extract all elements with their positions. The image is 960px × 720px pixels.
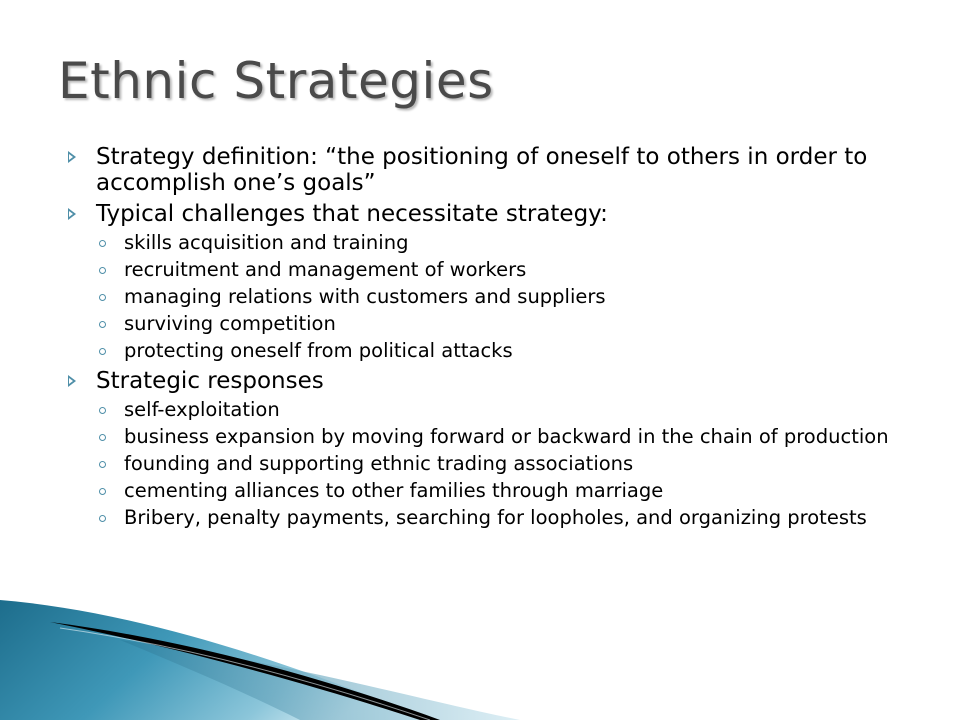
- arrow-bullet-icon: [68, 151, 76, 163]
- arrow-bullet-icon: [68, 375, 76, 387]
- sub-bullet-list: [66, 399, 896, 529]
- bullet-text: Typical challenges that necessitate strategy:: [96, 201, 608, 227]
- sub-bullet: [66, 232, 896, 254]
- sub-bullet: [66, 340, 896, 362]
- bullet-text: Strategy definition: “the positioning of oneself to others in order to accomplish one’s goals”: [96, 144, 868, 196]
- sub-bullet: [66, 507, 896, 529]
- circle-bullet-icon: [99, 407, 106, 414]
- bullet-strategy-definition: [66, 144, 896, 196]
- arrow-bullet-icon: [68, 208, 76, 220]
- circle-bullet-icon: [99, 321, 106, 328]
- sub-bullet-text: protecting oneself from political attacks: [124, 339, 513, 362]
- sub-bullet: [66, 480, 896, 502]
- sub-bullet: [66, 313, 896, 335]
- circle-bullet-icon: [99, 434, 106, 441]
- sub-bullet-text: business expansion by moving forward or backward in the chain of production: [124, 425, 889, 448]
- circle-bullet-icon: [99, 488, 106, 495]
- sub-bullet-text: cementing alliances to other families through marriage: [124, 479, 664, 502]
- sub-bullet: [66, 399, 896, 421]
- sub-bullet: [66, 259, 896, 281]
- sub-bullet-list: [66, 232, 896, 362]
- circle-bullet-icon: [99, 240, 106, 247]
- circle-bullet-icon: [99, 461, 106, 468]
- bullet-text: Strategic responses: [96, 368, 324, 394]
- sub-bullet-text: skills acquisition and training: [124, 231, 409, 254]
- sub-bullet: [66, 453, 896, 475]
- sub-bullet-text: Bribery, penalty payments, searching for loopholes, and organizing protests: [124, 506, 867, 529]
- sub-bullet: [66, 426, 896, 448]
- circle-bullet-icon: [99, 348, 106, 355]
- sub-bullet-text: surviving competition: [124, 312, 336, 335]
- bullet-strategic-responses: [66, 368, 896, 394]
- sub-bullet-text: self-exploitation: [124, 398, 280, 421]
- sub-bullet-text: managing relations with customers and suppliers: [124, 285, 606, 308]
- slide-title: Ethnic Strategies: [58, 52, 494, 110]
- sub-bullet-text: recruitment and management of workers: [124, 258, 527, 281]
- sub-bullet: [66, 286, 896, 308]
- circle-bullet-icon: [99, 515, 106, 522]
- sub-bullet-text: founding and supporting ethnic trading associations: [124, 452, 634, 475]
- bullet-typical-challenges: [66, 201, 896, 227]
- bullet-list: [66, 144, 896, 535]
- circle-bullet-icon: [99, 267, 106, 274]
- circle-bullet-icon: [99, 294, 106, 301]
